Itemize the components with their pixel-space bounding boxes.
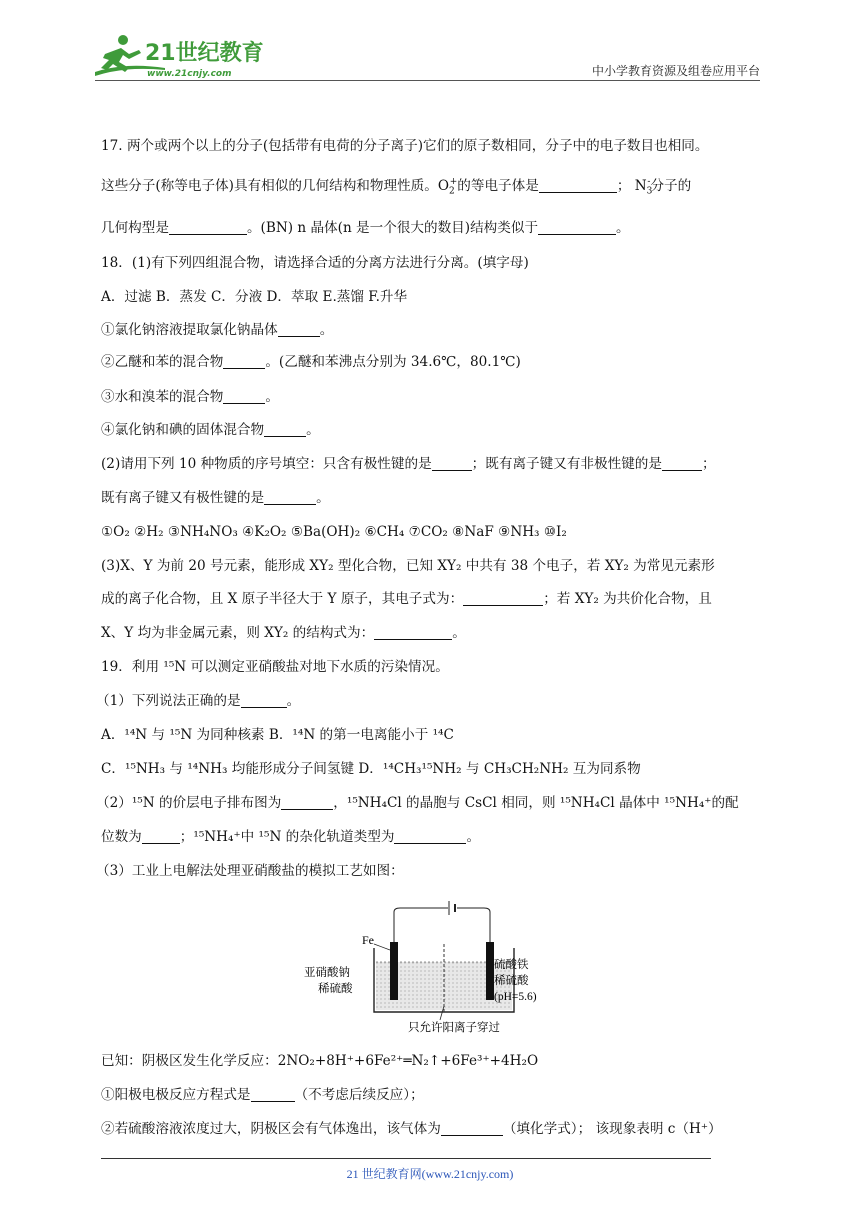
header-platform-text: 中小学教育资源及组卷应用平台 — [591, 64, 760, 78]
logo — [95, 32, 265, 80]
label-right-solution: 硫酸铁 — [494, 957, 529, 971]
leader-line — [374, 944, 390, 950]
q18-part2-line2: 既有离子键又有极性键的是 。 — [101, 490, 330, 506]
q17-line3: 几何构型是 。(BN) n 晶体(n 是一个很大的数目)结构类似于 。 — [101, 220, 630, 236]
answer-blank[interactable] — [441, 1121, 503, 1136]
label-left-acid: 稀硫酸 — [318, 981, 353, 995]
page-header — [95, 32, 760, 82]
q19-part2-line1: （2）¹⁵N 的价层电子排布图为 ，¹⁵NH₄Cl 的晶胞与 CsCl 相同，则 ¹⁵NH₄Cl 晶体中 ¹⁵NH₄⁺的配 — [96, 795, 739, 811]
q18-line1: 18．(1)有下列四组混合物，请选择合适的分离方法进行分离。(填字母) — [101, 255, 529, 271]
answer-blank[interactable] — [251, 1087, 295, 1102]
answer-blank[interactable] — [223, 354, 265, 369]
wire — [457, 908, 490, 943]
q18-part3-line2: 成的离子化合物，且 X 原子半径大于 Y 原子，其电子式为： ；若 XY₂ 为共价化合物，且 — [101, 591, 712, 607]
q19-item2: ②若硫酸溶液浓度过大，阴极区会有气体逸出，该气体为 （填化学式）； 该现象表明 c（H⁺） — [101, 1121, 722, 1137]
q18-item2: ②乙醚和苯的混合物 。(乙醚和苯沸点分别为 34.6℃，80.1℃) — [101, 354, 521, 370]
electrolysis-diagram — [300, 898, 550, 1033]
q17-line1: 17. 两个或两个以上的分子(包括带有电荷的分子离子)它们的原子数相同，分子中的电子数目也相同。 — [101, 138, 709, 154]
answer-blank[interactable] — [281, 795, 333, 810]
q18-part3-line3: X、Y 均为非金属元素，则 XY₂ 的结构式为： 。 — [101, 625, 466, 641]
q19-option-ab: A．¹⁴N 与 ¹⁵N 为同种核素 B．¹⁴N 的第一电离能小于 ¹⁴C — [101, 727, 454, 743]
label-right-ph: (pH=5.6) — [494, 991, 537, 1003]
q19-item1: ①阳极电极反应方程式是 （不考虑后续反应）； — [101, 1087, 424, 1103]
footer-text[interactable]: 21 世纪教育网(www.21cnjy.com) — [346, 1167, 514, 1181]
q18-item3: ③水和溴苯的混合物 。 — [101, 389, 279, 405]
label-right-acid: 稀硫酸 — [494, 973, 529, 987]
answer-blank[interactable] — [374, 625, 452, 640]
answer-blank[interactable] — [539, 178, 617, 193]
answer-blank[interactable] — [432, 456, 472, 471]
answer-blank[interactable] — [662, 456, 702, 471]
label-membrane: 只允许阳离子穿过 — [408, 1020, 500, 1033]
q18-item1: ①氯化钠溶液提取氯化钠晶体 。 — [101, 322, 334, 338]
q19-part2-line2: 位数为 ；¹⁵NH₄⁺中 ¹⁵N 的杂化轨道类型为 。 — [101, 829, 481, 845]
q18-substances: ①O₂ ②H₂ ③NH₄NO₃ ④K₂O₂ ⑤Ba(OH)₂ ⑥CH₄ ⑦CO₂ ⑧NaF ⑨NH₃ ⑩I₂ — [101, 524, 567, 540]
q18-item4: ④氯化钠和碘的固体混合物 。 — [101, 422, 320, 438]
answer-blank[interactable] — [241, 693, 287, 708]
answer-blank[interactable] — [169, 220, 247, 235]
q18-part2-line1: (2)请用下列 10 种物质的序号填空：只含有极性键的是 ；既有离子键又有非极性键的是 ； — [101, 456, 716, 472]
answer-blank[interactable] — [142, 829, 180, 844]
q18-options: A．过滤 B．蒸发 C．分液 D．萃取 E.蒸馏 F.升华 — [101, 289, 408, 305]
wire — [394, 908, 448, 943]
q18-part3-line1: (3)X、Y 为前 20 号元素，能形成 XY₂ 型化合物，已知 XY₂ 中共有 38 个电子，若 XY₂ 为常见元素形 — [101, 558, 715, 574]
q17-line2: 这些分子(称等电子体)具有相似的几何结构和物理性质。$O_2^+$的等电子体是 ； $N_3^-$分子的 — [101, 177, 692, 197]
footer-divider — [101, 1158, 711, 1159]
answer-blank[interactable] — [394, 829, 466, 844]
fe-electrode — [390, 942, 398, 1000]
logo-url-text: www.21cnjy.com — [147, 69, 232, 79]
q19-part3: （3）工业上电解法处理亚硝酸盐的模拟工艺如图： — [96, 863, 404, 879]
cathode-electrode — [486, 942, 494, 1000]
answer-blank[interactable] — [223, 389, 265, 404]
q19-part1: （1）下列说法正确的是 。 — [96, 693, 301, 709]
answer-blank[interactable] — [264, 490, 316, 505]
q19-line1: 19．利用 ¹⁵N 可以测定亚硝酸盐对地下水质的污染情况。 — [101, 659, 449, 675]
answer-blank[interactable] — [538, 220, 616, 235]
answer-blank[interactable] — [278, 322, 320, 337]
logo-main-text: 21世纪教育 — [145, 41, 264, 66]
answer-blank[interactable] — [264, 422, 306, 437]
q19-option-cd: C．¹⁵NH₃ 与 ¹⁴NH₃ 均能形成分子间氢键 D．¹⁴CH₃¹⁵NH₂ 与 CH₃CH₂NH₂ 互为同系物 — [101, 761, 641, 777]
q19-known-reaction: 已知：阴极区发生化学反应：2NO₂+8H⁺+6Fe²⁺═N₂↑+6Fe³⁺+4H₂O — [101, 1053, 539, 1069]
header-divider — [95, 80, 760, 81]
answer-blank[interactable] — [463, 591, 543, 606]
label-left-solution: 亚硝酸钠 — [304, 965, 350, 979]
label-fe: Fe — [362, 933, 374, 947]
